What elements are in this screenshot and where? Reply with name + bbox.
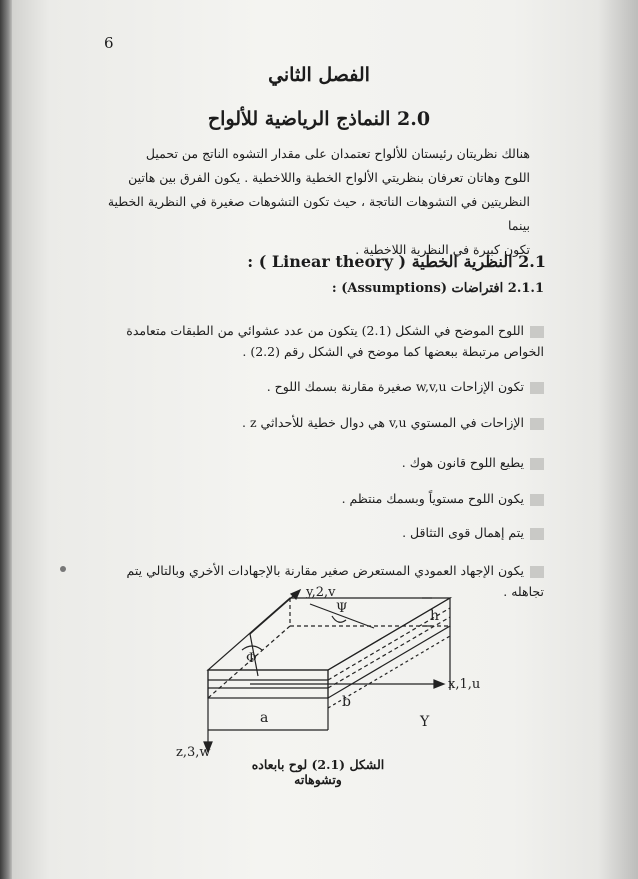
section-title: 2.0 النماذج الرياضية للألواح xyxy=(207,108,431,130)
psi-label: Ψ xyxy=(336,601,348,616)
page-shadow xyxy=(598,0,638,879)
assumption-item xyxy=(200,488,544,509)
assumption-item xyxy=(200,522,544,543)
assumption-text: تجاهله . xyxy=(503,584,544,599)
phi-label: Φ xyxy=(246,651,257,666)
subsubsection-heading: 2.1.1 افتراضات (Assumptions) : xyxy=(331,281,544,296)
intro-line: تكون كبيرة في النظرية اللاخطية . xyxy=(355,242,530,257)
y-axis-line xyxy=(250,590,300,634)
assumption-item xyxy=(200,376,544,397)
assumption-text: اللوح الموضح في الشكل (2.1) يتكون من عدد عشوائي من الطبقات متعامدة xyxy=(126,323,524,338)
bullet-icon xyxy=(530,494,544,506)
intro-line: هنالك نظريتان رئيستان للألواح تعتمدان على مقدار التشوه الناتج من تحميل xyxy=(145,146,530,161)
assumption-item xyxy=(92,320,544,362)
assumption-text: يكون اللوح مستوياً وبسمك منتظم . xyxy=(341,491,524,506)
assumption-text: يتم إهمال قوى التثاقل . xyxy=(402,525,524,540)
x-axis-arrow xyxy=(434,680,444,688)
dim-y-label: Y xyxy=(420,714,430,730)
assumption-item xyxy=(200,412,544,433)
assumption-text: تكون الإزاحات w,v,u صغيرة مقارنة بسمك اللوح . xyxy=(266,379,524,394)
scan-speck xyxy=(60,566,66,572)
intro-paragraph xyxy=(96,142,530,262)
phi-arc xyxy=(242,646,262,650)
bullet-icon xyxy=(530,418,544,430)
y-axis-label: y,2,v xyxy=(306,585,336,600)
thickness-label: h xyxy=(430,608,440,624)
chapter-title: الفصل الثاني xyxy=(268,64,370,86)
assumption-text: يكون الإجهاد العمودي المستعرض صغير مقارنة بالإجهادات الأخري وبالتالي يتم xyxy=(126,563,524,578)
bullet-icon xyxy=(530,528,544,540)
bullet-icon xyxy=(530,326,544,338)
bullet-icon xyxy=(530,566,544,578)
plate-top-face xyxy=(208,598,450,670)
assumption-text: يطيع اللوح قانون هوك . xyxy=(401,455,524,470)
assumption-text: الإزاحات في المستوي v,u هي دوال خطية للأحداثي z . xyxy=(242,415,524,430)
z-axis-label: z,3,w xyxy=(176,745,211,760)
dim-a-label: a xyxy=(260,710,269,726)
assumption-text: الخواص مرتبطة ببعضها كما موضح في الشكل رقم (2.2) . xyxy=(242,344,544,359)
plate-figure xyxy=(160,580,500,760)
assumption-item xyxy=(200,452,544,473)
bullet-icon xyxy=(530,382,544,394)
subsection-heading: 2.1 النظرية الخطية ( Linear theory ) : xyxy=(247,252,546,271)
intro-line: اللوح وهاتان تعرفان بنظريتي الألواح الخطية واللاخطية . يكون الفرق بين هاتين xyxy=(128,170,530,185)
layer-line xyxy=(328,617,450,688)
book-binding-edge xyxy=(0,0,12,879)
intro-line: النظريتين في التشوهات الناتجة ، حيث تكون التشوهات صغيرة في النظرية الخطية بينما xyxy=(107,194,530,233)
figure-caption: الشكل (2.1) لوح بابعاده وتشوهاته xyxy=(251,757,385,787)
bullet-icon xyxy=(530,458,544,470)
page-number: 6 xyxy=(104,34,114,52)
dim-b-label: b xyxy=(342,694,351,710)
x-axis-label: x,1,u xyxy=(448,677,481,692)
